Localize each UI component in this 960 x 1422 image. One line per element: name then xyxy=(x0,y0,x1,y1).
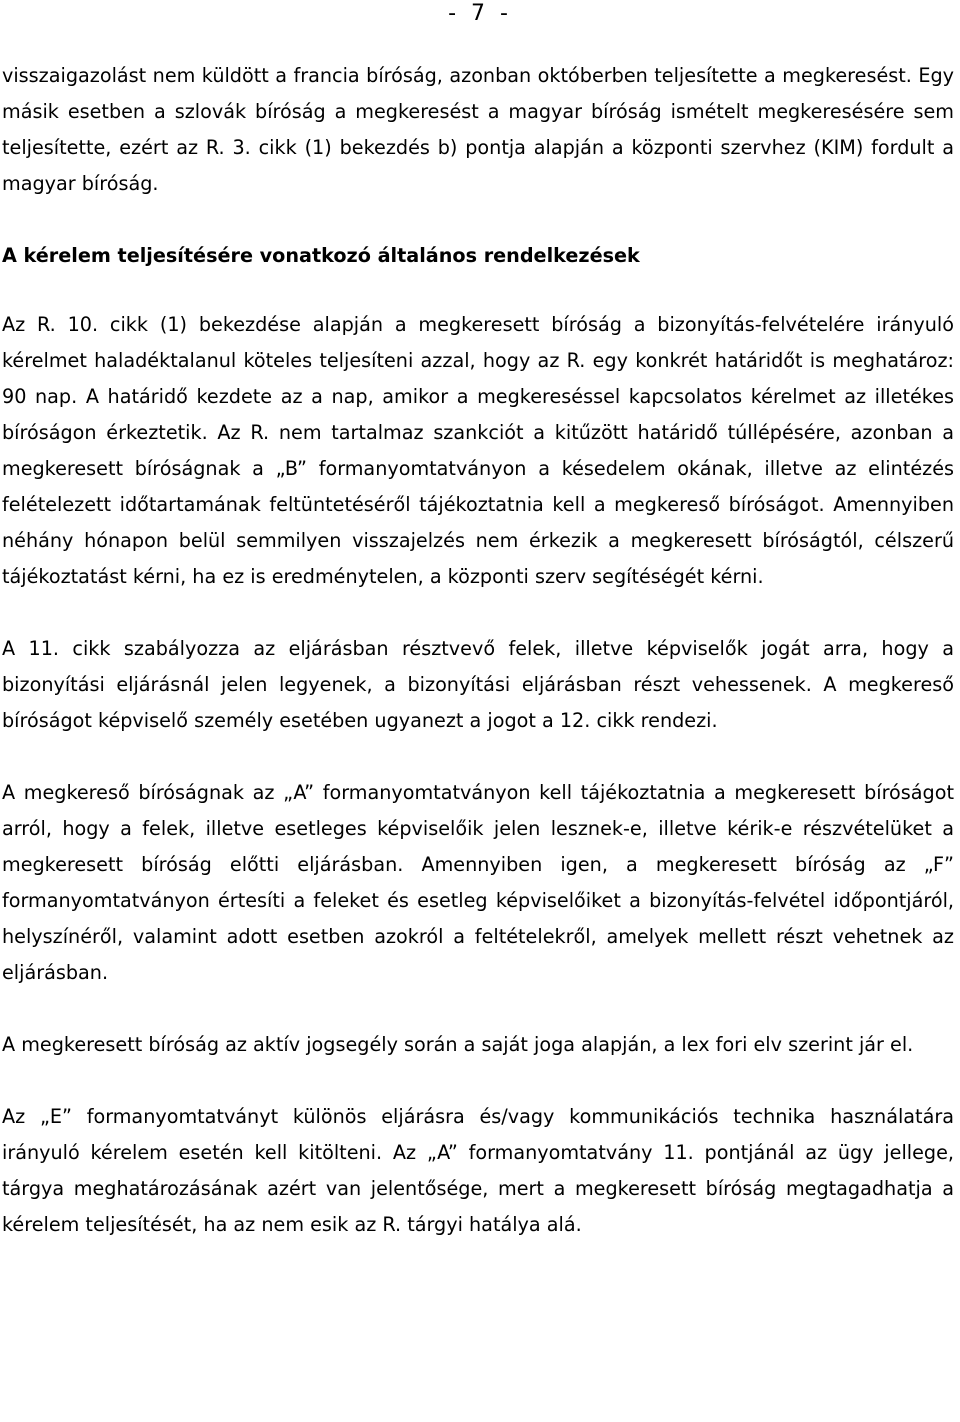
paragraph-participation: A 11. cikk szabályozza az eljárásban résztvevő felek, illetve képviselők jogát arra, hogy a bizonyítási eljárásnál jelen legyenek, a bizonyítási eljárásban részt vehessenek. A megkereső bíróságot képviselő személy esetében ugyanezt a jogot a 12. cikk rendezi. xyxy=(2,637,954,732)
paragraph-continuation: visszaigazolást nem küldött a francia bíróság, azonban októberben teljesítette a megkeresést. Egy másik esetben a szlovák bíróság a megkeresést a magyar bíróság ismételt megkeresésére sem teljesítette, ezért az R. 3. cikk (1) bekezdés b) pontja alapján a központi szervhez (KIM) fordult a magyar bíróság. xyxy=(2,64,954,195)
paragraph-lex-fori: A megkeresett bíróság az aktív jogsegély során a saját joga alapján, a lex fori elv szerint jár el. xyxy=(2,1033,914,1056)
page-number: - 7 - xyxy=(448,1,512,26)
section-heading: A kérelem teljesítésére vonatkozó általános rendelkezések xyxy=(2,244,640,267)
paragraph-form-e: Az „E” formanyomtatványt különös eljárásra és/vagy kommunikációs technika használatára irányuló kérelem esetén kell kitölteni. Az „A” formanyomtatvány 11. pontjánál az ügy jellege, tárgya meghatározásának azért van jelentősége, mert a megkeresett bíróság megtagadhatja a kérelem teljesítését, ha az nem esik az R. tárgyi hatálya alá. xyxy=(2,1105,954,1236)
paragraph-form-a: A megkereső bíróságnak az „A” formanyomtatványon kell tájékoztatnia a megkeresett bíróságot arról, hogy a felek, illetve esetleges képviselőik jelen lesznek-e, illetve kérik-e részvételüket a megkeresett bíróság előtti eljárásban. Amennyiben igen, a megkeresett bíróság az „F” formanyomtatványon értesíti a feleket és esetleg képviselőiket a bizonyítás-felvétel időpontjáról, helyszínéről, valamint adott esetben azokról a feltételekről, amelyek mellett részt vehetnek az eljárásban. xyxy=(2,781,954,984)
document-body xyxy=(2,58,954,1243)
paragraph-deadline: Az R. 10. cikk (1) bekezdése alapján a megkeresett bíróság a bizonyítás-felvételére irányuló kérelmet haladéktalanul köteles teljesíteni azzal, hogy az R. egy konkrét határidőt is meghatároz: 90 nap. A határidő kezdete az a nap, amikor a megkereséssel kapcsolatos kérelmet az illetékes bíróságon érkeztetik. Az R. nem tartalmaz szankciót a kitűzött határidő túllépésére, azonban a megkeresett bíróságnak a „B” formanyomtatványon a késedelem okának, illetve az elintézés felételezett időtartamának feltüntetéséről tájékoztatnia kell a megkereső bíróságot. Amennyiben néhány hónapon belül semmilyen visszajelzés nem érkezik a megkeresett bíróságtól, célszerű tájékoztatást kérni, ha ez is eredménytelen, a központi szerv segítéségét kérni. xyxy=(2,313,954,588)
